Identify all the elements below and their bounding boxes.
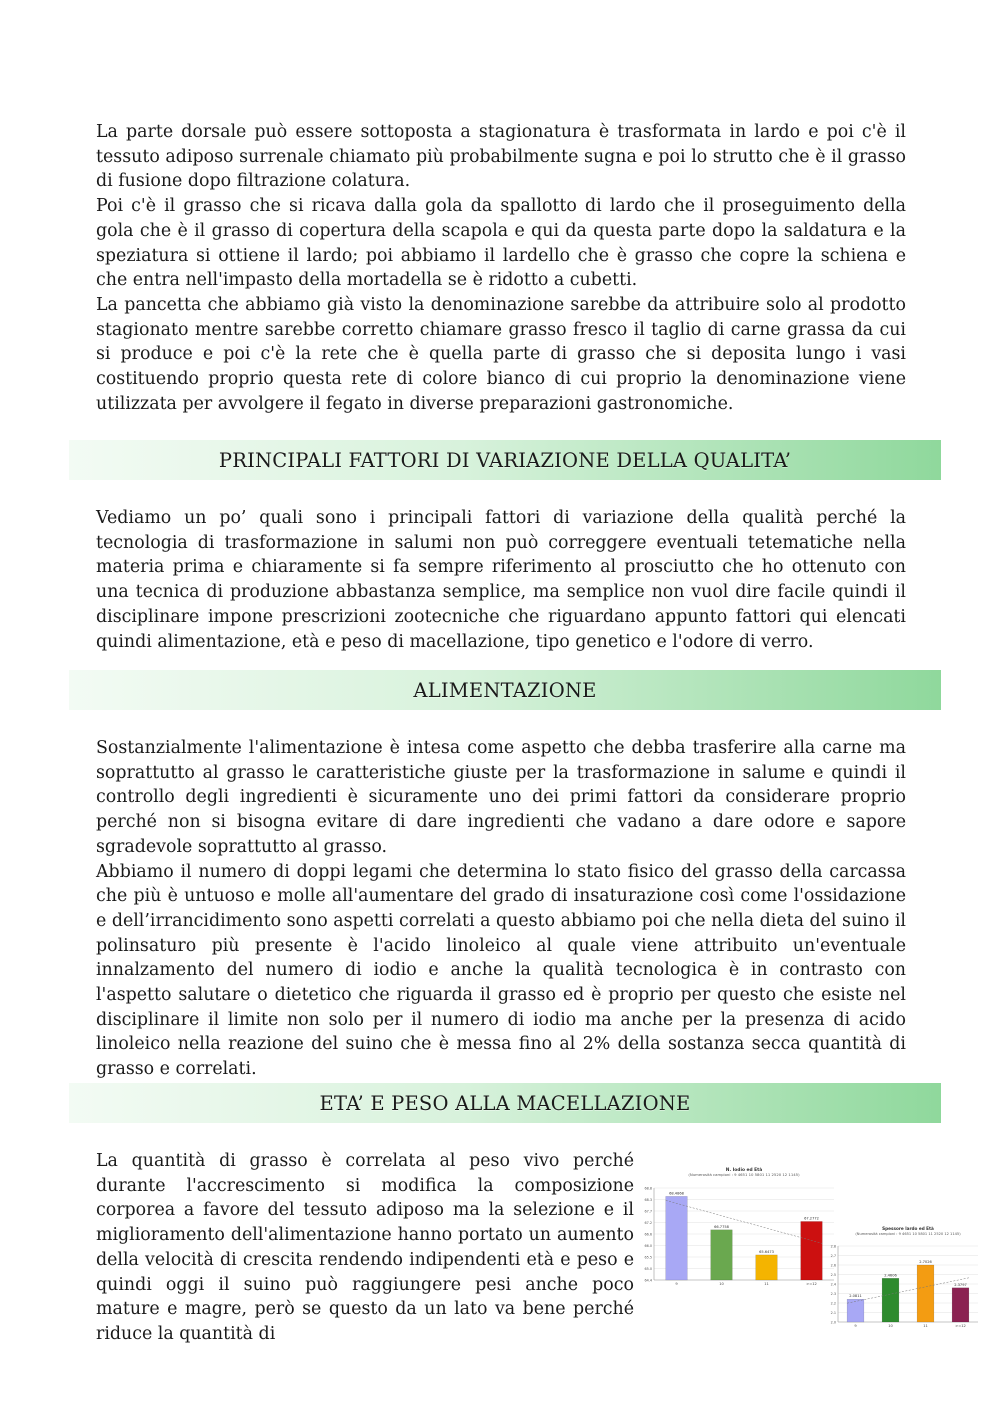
intro-paragraph-2: Poi c'è il grasso che si ricava dalla gola da spallotto di lardo che il proseguimento della gola che è il grasso di copertura della scapola e qui da questa parte dopo la saldatura e la speziatura si ottiene il lardo; poi abbiamo il lardello che è grasso che copre la schiena e che entra nell'impasto della mortadella se è ridotto a cubetti. [96, 196, 906, 291]
section-heading-fattori-text: PRINCIPALI FATTORI DI VARIAZIONE DELLA QUALITA’ [218, 448, 792, 472]
data-label: 68.4868 [669, 1191, 684, 1196]
fattori-paragraph: Vediamo un po’ quali sono i principali fattori di variazione della qualità perché la tecnologia di trasformazione in salumi non può correggere eventuali tetematiche nella materia prima e chiaramente si fa sempre riferimento al prosciutto che ho ottenuto con una tecnica di produzione abbastanza semplice, ma semplice non vuol dire facile quindi il disciplinare impone prescrizioni zootecniche che riguardano appunto fattori qui elencati quindi alimentazione, età e peso di macellazione, tipo genetico e l'odore di verro. [96, 508, 906, 652]
data-label: 66.7758 [714, 1224, 729, 1229]
section-heading-eta-text: ETA’ E PESO ALLA MACELLAZIONE [319, 1091, 691, 1115]
trendline [666, 1200, 823, 1243]
section-heading-alimentazione-text: ALIMENTAZIONE [413, 678, 597, 702]
x-tick-label: 11 [764, 1282, 769, 1286]
section-heading-alimentazione [69, 670, 941, 710]
y-tick-label: 2.3 [830, 1292, 836, 1296]
alimentazione-paragraph-2: Abbiamo il numero di doppi legami che determina lo stato fisico del grasso della carcassa che più è untuoso e molle all'aumentare del grado di insaturazione così come l'ossidazione e dell’irrancidimento sono aspetti correlati a questo abbiamo poi che nella dieta del suino il polinsaturo più presente è l'acido linoleico al quale viene attribuito un'eventuale innalzamento del numero di iodio e anche la qualità tecnologica è in contrasto con l'aspetto salutare o dietetico che riguarda il grasso ed è proprio per questo che esiste nel disciplinare il limite non solo per il numero di iodio ma anche per la presenza di acido linoleico nella reazione del suino che è messa fino al 2% della sostanza secca quantità di grasso e correlati. [96, 861, 906, 1080]
x-tick-label: 9 [854, 1324, 857, 1328]
y-tick-label: 2.5 [830, 1273, 836, 1277]
x-tick-label: 11 [923, 1324, 928, 1328]
y-tick-label: 64.4 [644, 1278, 652, 1283]
y-tick-label: 65.0 [644, 1267, 652, 1271]
y-tick-label: 2.4 [830, 1282, 836, 1287]
y-tick-label: 2.7 [830, 1254, 836, 1258]
section-heading-eta [69, 1083, 941, 1123]
x-tick-label: 10 [888, 1324, 893, 1328]
intro-text [96, 120, 906, 416]
y-tick-label: 66.0 [644, 1244, 652, 1248]
y-tick-label: 67.2 [644, 1221, 652, 1225]
x-tick-label: >=12 [806, 1282, 817, 1286]
fattori-text [96, 506, 906, 654]
alimentazione-paragraph-1: Sostanzialmente l'alimentazione è intesa come aspetto che debba trasferire alla carne ma soprattutto al grasso le caratteristiche giuste per la trasformazione in salume e quindi il controllo degli ingredienti è sicuramente uno dei primi fattori da considerare proprio perché non si bisogna evitare di dare ingredienti che vadano a dare odore e sapore sgradevole soprattutto al grasso. [96, 738, 906, 857]
bar-10 [882, 1278, 899, 1322]
eta-paragraph: La quantità di grasso è correlata al peso vivo perché durante l'accrescimento si modifica la composizione corporea a favore del tessuto adiposo ma la selezione e il miglioramento dell'alimentazione hanno portato un aumento della velocità di crescita rendendo indipendenti età e peso e quindi oggi il suino può raggiungere pesi anche poco mature e magre, però se questo da un lato va bene perché riduce la quantità di [96, 1151, 634, 1344]
y-tick-label: 68.8 [644, 1186, 652, 1191]
y-tick-label: 2.6 [830, 1263, 836, 1268]
chart-subtitle: (Numerosità campioni : 9 4651 10 5801 11 2520 12 1145) [855, 1232, 961, 1236]
data-label: 2.7026 [919, 1260, 932, 1264]
chart-title: Spessore lardo ed Età [882, 1226, 934, 1231]
data-label: 65.6473 [759, 1249, 774, 1254]
data-label: 2.3797 [954, 1282, 967, 1287]
data-label: 67.2772 [804, 1216, 819, 1221]
data-label: 2.4606 [884, 1273, 897, 1278]
y-tick-label: 2.8 [830, 1244, 836, 1249]
y-tick-label: 66.6 [644, 1232, 652, 1237]
y-tick-label: 65.5 [644, 1255, 652, 1260]
x-tick-label: 9 [675, 1282, 678, 1286]
y-tick-label: 2.2 [830, 1301, 836, 1306]
y-tick-label: 67.7 [644, 1209, 652, 1214]
bar-10 [711, 1230, 733, 1280]
bar-11 [917, 1265, 934, 1322]
bar-9 [666, 1196, 688, 1280]
intro-paragraph-3: La pancetta che abbiamo già visto la denominazione sarebbe da attribuire solo al prodotto stagionato mentre sarebbe corretto chiamare grasso fresco il taglio di carne grassa da cui si produce e poi c'è la rete che è quella parte di grasso che si deposita lungo i vasi costituendo proprio questa rete di colore bianco di cui proprio la denominazione viene utilizzata per avvolgere il fegato in diverse preparazioni gastronomiche. [96, 294, 906, 414]
y-tick-label: 2.1 [830, 1311, 836, 1315]
bar-9 [847, 1299, 864, 1322]
chart-subtitle: (Numerosità campioni : 9 4651 10 5801 11 2520 12 1145) [688, 1172, 800, 1177]
x-tick-label: 10 [719, 1282, 724, 1286]
alimentazione-text [96, 736, 906, 1082]
y-tick-label: 68.3 [644, 1198, 652, 1202]
eta-text [96, 1149, 634, 1347]
chart-title: N. Iodio ed Età [725, 1168, 763, 1173]
intro-paragraph-1: La parte dorsale può essere sottoposta a stagionatura è trasformata in lardo e poi c'è il tessuto adiposo surrenale chiamato più probabilmente sugna e poi lo strutto che è il grasso di fusione dopo filtrazione colatura. [96, 122, 906, 192]
y-tick-label: 2.0 [830, 1320, 836, 1325]
bar-ge12 [952, 1288, 969, 1322]
data-label: 2.0811 [849, 1294, 862, 1299]
x-tick-label: >=12 [955, 1324, 966, 1328]
bar-11 [756, 1255, 778, 1280]
trendline [847, 1278, 969, 1303]
chart-iodio-eta [646, 1164, 842, 1294]
chart-spessore-lardo-eta [818, 1224, 988, 1332]
section-heading-fattori [69, 440, 941, 480]
